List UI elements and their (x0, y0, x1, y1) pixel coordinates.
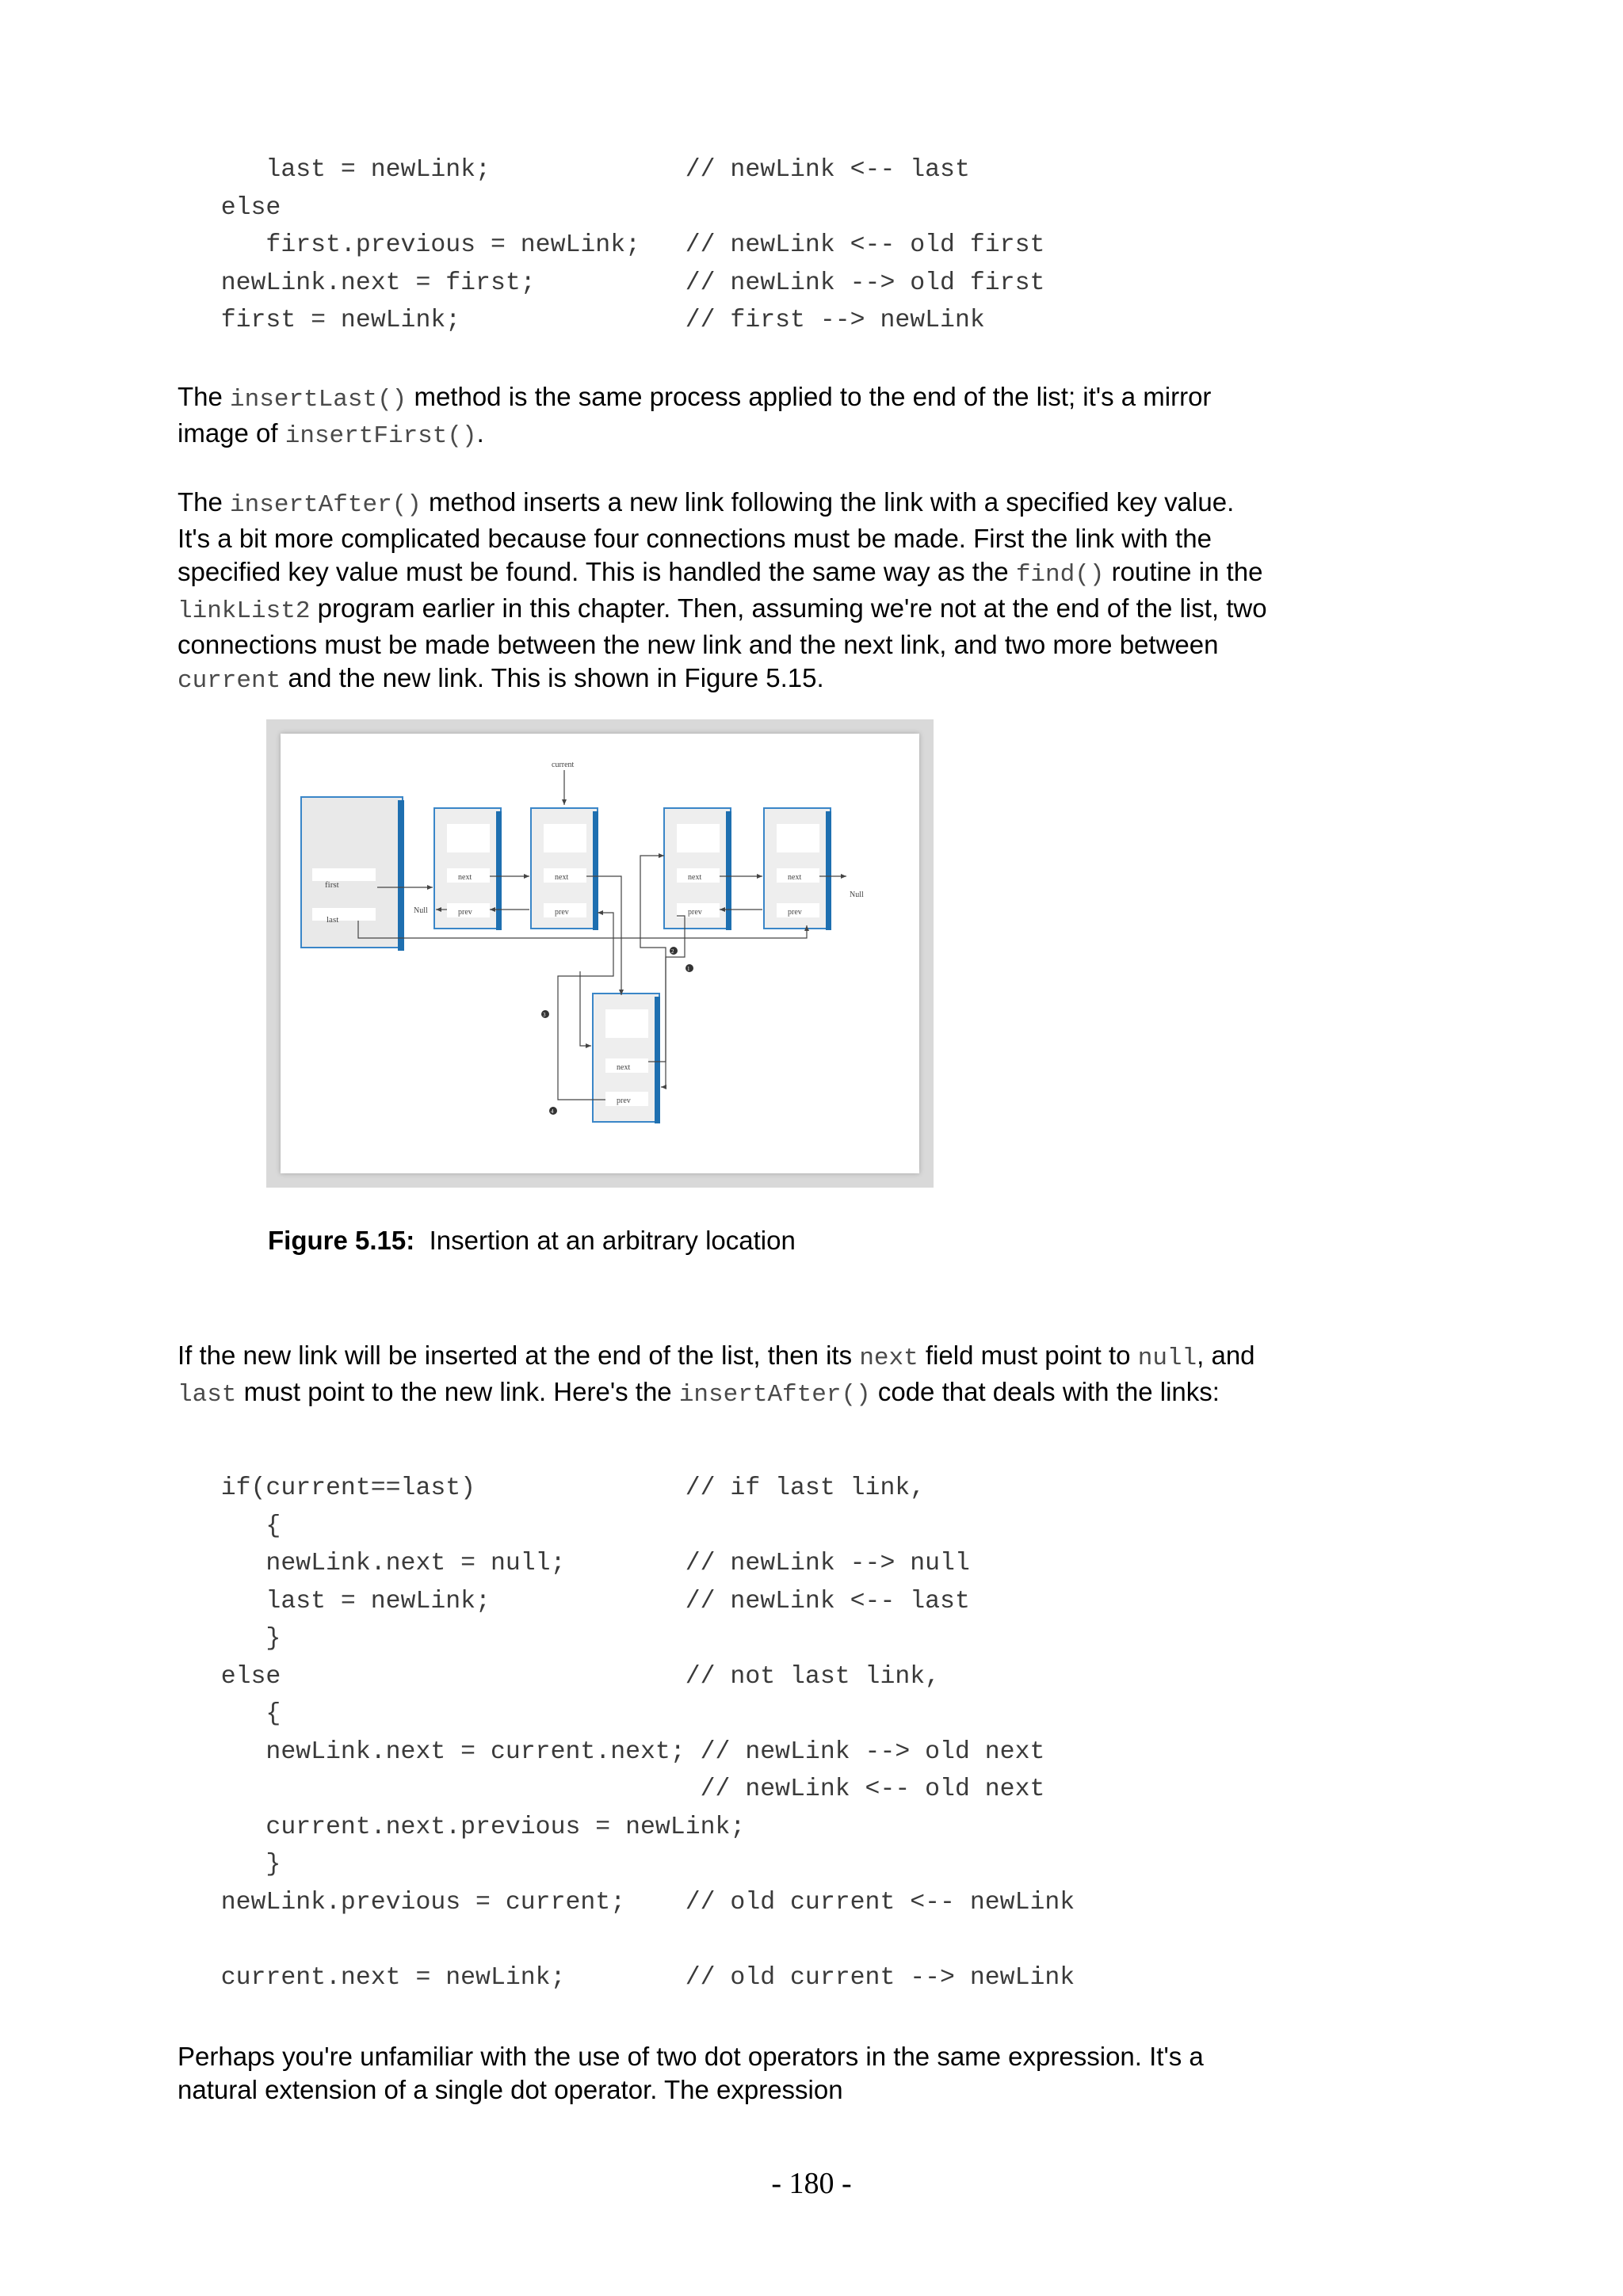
step-marker-4 (549, 1107, 557, 1115)
first-label: first (325, 880, 339, 890)
link-node (434, 808, 502, 930)
code-line: { (176, 1700, 281, 1728)
inline-code: insertAfter() (230, 491, 422, 519)
prev-field-label: prev (458, 908, 472, 917)
step-marker-3 (541, 1010, 549, 1018)
null-label: Null (850, 891, 864, 899)
svg-text:4: 4 (551, 1108, 554, 1115)
last-label: last (327, 915, 339, 925)
figure-caption-text: Insertion at an arbitrary location (429, 1226, 796, 1255)
code-line: } (176, 1851, 281, 1878)
figure-caption (268, 1224, 796, 1257)
code-line: last = newLink; // newLink <-- last (176, 156, 970, 184)
paragraph-insertlast: The insertLast() method is the same process applied to the end of the list; it's a mirror image of insertFirst(). (178, 382, 1212, 450)
next-field-label: next (555, 873, 569, 882)
link-node-last (764, 808, 831, 930)
linked-list-diagram (281, 734, 919, 1173)
code-line: newLink.next = first; // newLink --> old first (176, 269, 1045, 297)
svg-text:1: 1 (687, 966, 690, 972)
step-marker-1 (685, 964, 693, 972)
next-field-label: next (788, 873, 802, 882)
figure-caption-label: Figure 5.15: (268, 1226, 415, 1255)
code-line: last = newLink; // newLink <-- last (176, 1587, 970, 1615)
next-field-label: next (458, 873, 472, 882)
prev-field-label: prev (555, 908, 569, 917)
figure-canvas (281, 734, 919, 1173)
svg-text:3: 3 (543, 1012, 546, 1018)
code-line: else (176, 193, 281, 222)
code-line: newLink.next = null; // newLink --> null (176, 1550, 970, 1577)
code-line: newLink.next = current.next; // newLink --> old next (176, 1737, 1045, 1766)
inline-code: last (178, 1381, 237, 1409)
null-label: Null (414, 906, 428, 915)
paragraph-dot-operators: Perhaps you're unfamiliar with the use of two dot operators in the same expression. It's a natural extension of a single dot operator. The expression (178, 2042, 1204, 2104)
code-line: // newLink <-- old next (176, 1775, 1045, 1803)
inline-code: next (859, 1344, 918, 1372)
paragraph-end-of-list: If the new link will be inserted at the end of the list, then its next field must point to null, and last must point to the new link. Here's the insertAfter() code that deals with the links: (178, 1341, 1255, 1409)
inline-code: insertAfter() (678, 1381, 871, 1409)
next-field-label: next (688, 873, 702, 882)
next-field-label: next (617, 1063, 631, 1072)
inline-code: current (178, 667, 281, 695)
inline-code: insertFirst() (285, 422, 477, 450)
code-line (176, 1921, 1075, 1959)
figure-5-15 (266, 719, 934, 1188)
inline-code: linkList2 (178, 597, 311, 625)
current-label: current (552, 761, 575, 769)
inline-code: find() (1015, 561, 1105, 589)
code-line: current.next.previous = newLink; (176, 1813, 746, 1841)
step-marker-2 (670, 947, 678, 955)
link-node-old-next (664, 808, 731, 930)
code-block-insertafter (176, 1470, 1075, 1997)
code-line: first = newLink; // first --> newLink (176, 307, 985, 334)
link-node-current (531, 808, 598, 930)
code-line: first.previous = newLink; // newLink <-- old first (176, 231, 1045, 259)
svg-text:2: 2 (671, 948, 674, 955)
code-line: current.next = newLink; // old current --> newLink (176, 1963, 1075, 1992)
code-line: if(current==last) // if last link, (176, 1474, 926, 1502)
code-block-top (176, 151, 1044, 340)
new-link-node (593, 994, 660, 1123)
paragraph-insertafter: The insertAfter() method inserts a new link following the link with a specified key value. It's a bit more complicated because four connections must be made. First the link with the specified key value must be found. This is handled the same way as the find() routine in the linkList2 program earlier in this chapter. Then, assuming we're not at the end of the list, two connections must be made between the new link and the next link, and two more between current and the new link. This is shown in Figure 5.15. (178, 487, 1267, 695)
prev-field-label: prev (788, 908, 802, 917)
code-line: } (176, 1625, 281, 1653)
inline-code: insertLast() (230, 386, 407, 414)
prev-field-label: prev (688, 908, 702, 917)
code-line: { (176, 1512, 281, 1540)
code-line: newLink.previous = current; // old current <-- newLink (176, 1888, 1075, 1917)
code-line: else // not last link, (176, 1662, 941, 1691)
inline-code: null (1137, 1344, 1197, 1372)
prev-field-label: prev (617, 1097, 631, 1105)
page-number: - 180 - (771, 2167, 852, 2200)
list-header-node (301, 797, 404, 951)
